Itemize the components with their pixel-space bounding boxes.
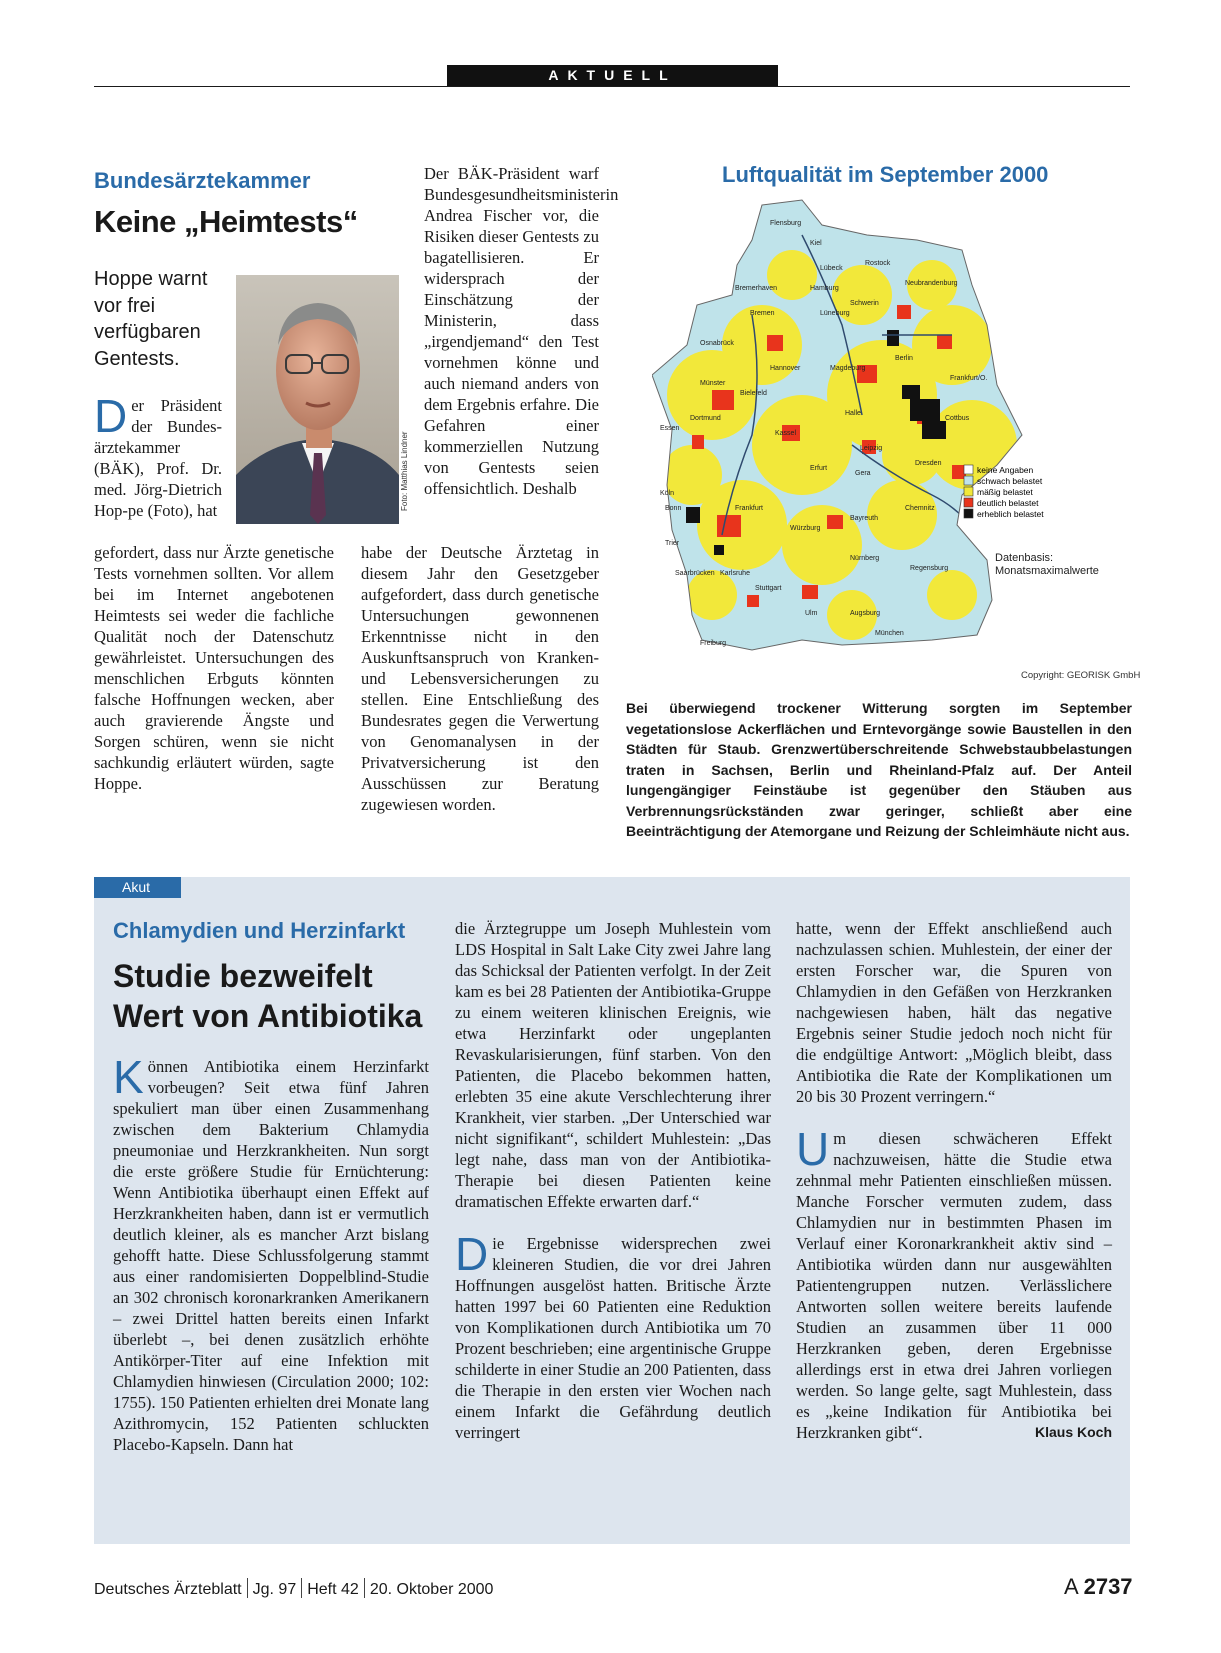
journal-name: Deutsches Ärzteblatt	[94, 1581, 242, 1598]
photo-credit: Foto: Matthias Lindner	[400, 431, 409, 511]
city-label: Erfurt	[810, 465, 828, 472]
city-label: Karlsruhe	[720, 570, 750, 577]
legend-label: deutlich belastet	[977, 498, 1039, 508]
issue-date: 20. Oktober 2000	[369, 1581, 494, 1598]
city-label: Magdeburg	[830, 365, 866, 372]
akut-tag: Akut	[94, 877, 181, 898]
city-label: Gera	[855, 470, 871, 477]
article2-title-line2: Wert von Antibiotika	[113, 998, 423, 1034]
legend-swatch	[964, 476, 973, 485]
legend-label: mäßig belastet	[977, 487, 1033, 497]
city-label: München	[875, 630, 904, 637]
page-footer	[94, 1578, 493, 1599]
city-label: Würzburg	[790, 525, 821, 532]
city-label: Essen	[660, 425, 680, 432]
map-copyright: Copyright: GEORISK GmbH	[1021, 670, 1141, 681]
germany-air-quality-map	[652, 195, 1132, 665]
legend-swatch	[964, 465, 973, 474]
header-rule	[94, 86, 1130, 87]
city-label: Kiel	[810, 240, 822, 247]
article1-column2-bottom: habe der Deutsche Ärztetag in diesem Jahr den Gesetzgeber aufgefordert, dass durch genetische Untersuchungen gewonnenen Erkenntnisse nicht in den Auskunftsanspruch von Kranken- und Lebensversicherungen zu stellen. Eine Entschließung des Bundesrates gegen die Verwertung von Genomanalysen in der Privatversicherung ist den Ausschüssen zur Beratung zugewiesen worden.	[361, 543, 599, 814]
datasource-label: Datenbasis:	[995, 552, 1054, 564]
article2-col3-para1: hatte, wenn der Effekt anschließend auch nachzulassen schien. Muhlestein, der einer der ersten Forscher war, die Spuren von Chlamydien in den Gefäßen von Herzkranken nachgewiesen haben, hält das negative Ergebnis seiner Studie jedoch noch nicht für die endgültige Antwort: „Möglich bleibt, dass Antibiotika die Rate der Komplikationen um 20 bis 30 Prozent verringern.“	[796, 919, 1112, 1106]
article1-title: Keine „Heimtests“	[94, 204, 358, 239]
city-label: Neubrandenburg	[905, 280, 958, 287]
legend-swatch	[964, 498, 973, 507]
article1-column1-bottom: gefordert, dass nur Ärzte genetische Tests vornehmen sollten. Vor allem bei im Internet angebotenen Heimtests sei weder die fachliche Qualität noch der Datenschutz gewährleistet. Untersuchungen des menschlichen Erbguts könnten falsche Hoffnungen wecken, aber auch gravierende Ängste und Sorgen schüren, wenn sie nicht sachkundig erläutert würden, sagte Hoppe.	[94, 543, 334, 793]
city-label: Bayreuth	[850, 515, 879, 522]
article2-col2-para2	[455, 1228, 771, 1443]
volume: Jg. 97	[252, 1581, 297, 1598]
city-label: Berlin	[895, 355, 913, 362]
article2-kicker: Chlamydien und Herzinfarkt	[113, 918, 406, 943]
city-label: Chemnitz	[905, 505, 935, 512]
city-label: Regensburg	[910, 565, 949, 572]
map-title: Luftqualität im September 2000	[722, 162, 1049, 187]
issue: Heft 42	[307, 1581, 359, 1598]
article2-col2-para1: die Ärztegruppe um Joseph Muhlestein vom LDS Hospital in Salt Lake City zwei Jahre lang das Schicksal der Patienten verfolgt. In der Zeit kam es bei 28 Patienten der Antibiotika-Gruppe zu einem weiteren klinischen Ereignis, wie etwa Herzinfarkt oder ungeplanten Revaskularisierungen, fünf starben. Von den Patienten, die Placebo bekommen hatten, erlebten 35 eine akute Verschlechterung ihrer Krankheit, vier starben. „Der Unterschied war nicht signifikant“, schildert Muhlestein: „Das legt nahe, dass man von der Antibiotika-Therapie bei diesen Patienten keine dramatischen Effekte erwarten darf.“	[455, 919, 771, 1211]
article1-column2-top: Der BÄK-Präsident warf Bundesgesundheitsministerin Andrea Fischer vor, die Risiken dieser Gentests zu bagatellisieren. Er widersprach der Einschätzung der Ministerin, dass „irgendjemand“ den Test vornehmen könne und auch niemand anders von dem Ergebnis erfahre. Die Gefahren einer kommerziellen Nutzung von Gentests seien offensichtlich. Deshalb	[424, 164, 619, 498]
map-legend	[964, 465, 1044, 519]
city-label: Bielefeld	[740, 390, 767, 397]
datasource-value: Monatsmaximalwerte	[995, 565, 1099, 577]
city-label: Köln	[660, 490, 675, 497]
dropcap: D	[455, 1228, 489, 1280]
city-label: Kassel	[775, 430, 797, 437]
author-name: Klaus Koch	[1034, 1424, 1112, 1440]
city-label: Stuttgart	[755, 585, 782, 592]
city-label: Schwerin	[850, 300, 879, 307]
city-label: Nürnberg	[850, 555, 880, 562]
article2-col2-para2-text: ie Ergebnisse widersprechen zwei kleineren Studien, die vor drei Jahren Hoffnungen ausgelöst hatten. Britische Ärzte hatten 1997 bei 60 Patienten eine Reduktion von Komplikationen durch Antibiotika um 70 Prozent beschrieben; eine argentinische Gruppe schilderte in einer Studie an 200 Patienten, dass die Therapie in den ersten vier Wochen nach einem Infarkt die Gefährdung deutlich verringert	[455, 1234, 771, 1442]
section-label: AKTUELL	[447, 65, 778, 86]
article2-col3-para2	[796, 1123, 1112, 1443]
page-number-value: 2737	[1083, 1574, 1133, 1599]
city-label: Frankfurt/O.	[950, 375, 988, 382]
map-datasource	[995, 552, 1099, 578]
article1-column1-top	[94, 390, 222, 521]
city-label: Dortmund	[690, 415, 721, 422]
city-label: Freiburg	[700, 640, 727, 647]
city-label: Lübeck	[820, 265, 843, 272]
article2-column1	[113, 1051, 429, 1455]
page-prefix: A	[1064, 1574, 1078, 1599]
legend-label: keine Angaben	[977, 465, 1034, 475]
article1-kicker: Bundesärztekammer	[94, 168, 311, 193]
city-label: Bremerhaven	[735, 285, 778, 292]
legend-label: schwach belastet	[977, 476, 1043, 486]
city-label: Osnabrück	[700, 340, 734, 347]
city-label: Dresden	[915, 460, 942, 467]
city-label: Bremen	[750, 310, 775, 317]
city-label: Cottbus	[945, 415, 970, 422]
article2-title	[113, 956, 443, 1036]
city-label: Augsburg	[850, 610, 880, 617]
city-label: Hannover	[770, 365, 801, 372]
portrait-photo	[236, 275, 399, 524]
article2-title-line1: Studie bezweifelt	[113, 958, 373, 994]
dropcap: U	[796, 1123, 830, 1175]
city-label: Ulm	[805, 610, 818, 617]
city-label: Trier	[665, 540, 680, 547]
legend-swatch	[964, 509, 973, 518]
city-label: Frankfurt	[735, 505, 764, 512]
city-label: Rostock	[865, 260, 891, 267]
city-label: Lüneburg	[820, 310, 850, 317]
city-label: Münster	[700, 380, 726, 387]
city-label: Hamburg	[810, 285, 839, 292]
city-label: Leipzig	[860, 445, 883, 452]
article2-column3	[796, 918, 1112, 1443]
city-label: Flensburg	[770, 220, 802, 227]
city-label: Saarbrücken	[675, 570, 715, 577]
dropcap: D	[94, 390, 128, 442]
article1-col1-top-text: er Präsident der Bundes-ärztekammer (BÄK), Prof. Dr. med. Jörg-Dietrich Hop-pe (Foto), hat	[94, 396, 222, 520]
page-number	[1064, 1574, 1133, 1600]
legend-label: erheblich belastet	[977, 509, 1044, 519]
article2-col1-text: önnen Antibiotika einem Herzinfarkt vorbeugen? Seit etwa fünf Jahren spekuliert man über einen Zusammenhang zwischen dem Bakterium Chlamydia pneumoniae und Herzkrankheiten. Nun sorgt die erste größere Studie für Ernüchterung: Wenn Antibiotika überhaupt einen Effekt auf Herzkrankheiten haben, dann ist er vermutlich deutlich kleiner, als es mancher Arzt bislang gehofft hatte. Diese Schlussfolgerung stammt aus einer randomisierten Doppelblind-Studie an 302 chronisch koronarkranken Amerikanern – zwei Drittel hatten bereits einen Infarkt überlebt –, bei denen zusätzlich erhöhte Antikörper-Titer auf eine Infektion mit Chlamydien hinwiesen (Circulation 2000; 102: 1755). 150 Patienten erhielten drei Monate lang Azithromycin, 152 Patienten schluckten Placebo-Kapseln. Dann hat	[113, 1057, 429, 1454]
map-caption: Bei überwiegend trockener Witterung sorgten im September vegetationslose Ackerflächen und Erntevorgänge sowie Baustellen in den Städten für Staub. Grenzwertüberschreitende Schwebstaubbelastungen traten in Sachsen, Berlin und Rheinland-Pfalz auf. Der Anteil lungengängiger Feinstäube ist gegenüber den Stäuben aus Verbrennungsrückständen zwar geringer, schließt aber eine Beeinträchtigung der Atemorgane und Reizung der Schleimhäute nicht aus.	[626, 700, 1132, 839]
article2-col3-para2-text: m diesen schwächeren Effekt nachzuweisen, hätte die Studie etwa zehnmal mehr Patienten einschließen müssen. Manche Forscher vermuten zudem, dass Chlamydien nur in bestimmten Phasen im Verlauf einer Koronarkrankheit aktiv sind – Antibiotika würden dann nur ausgewählten Patientengruppen nutzen. Verlässlichere Antworten sollen weitere bereits laufende Studien an zusammen über 11 000 Herzkranken geben, deren Ergebnisse allerdings erst in etwa drei Jahren vorliegen werden. So lange gelte, sagt Muhlestein, dass es „keine Indikation für Antibiotika bei Herzkranken gibt“.	[796, 1129, 1112, 1442]
article2-column2	[455, 918, 771, 1443]
article1-lead: Hoppe warnt vor frei verfügbaren Gentests.	[94, 268, 208, 370]
city-label: Halle	[845, 410, 861, 417]
legend-swatch	[964, 487, 973, 496]
city-label: Bonn	[665, 505, 682, 512]
dropcap: K	[113, 1051, 144, 1103]
